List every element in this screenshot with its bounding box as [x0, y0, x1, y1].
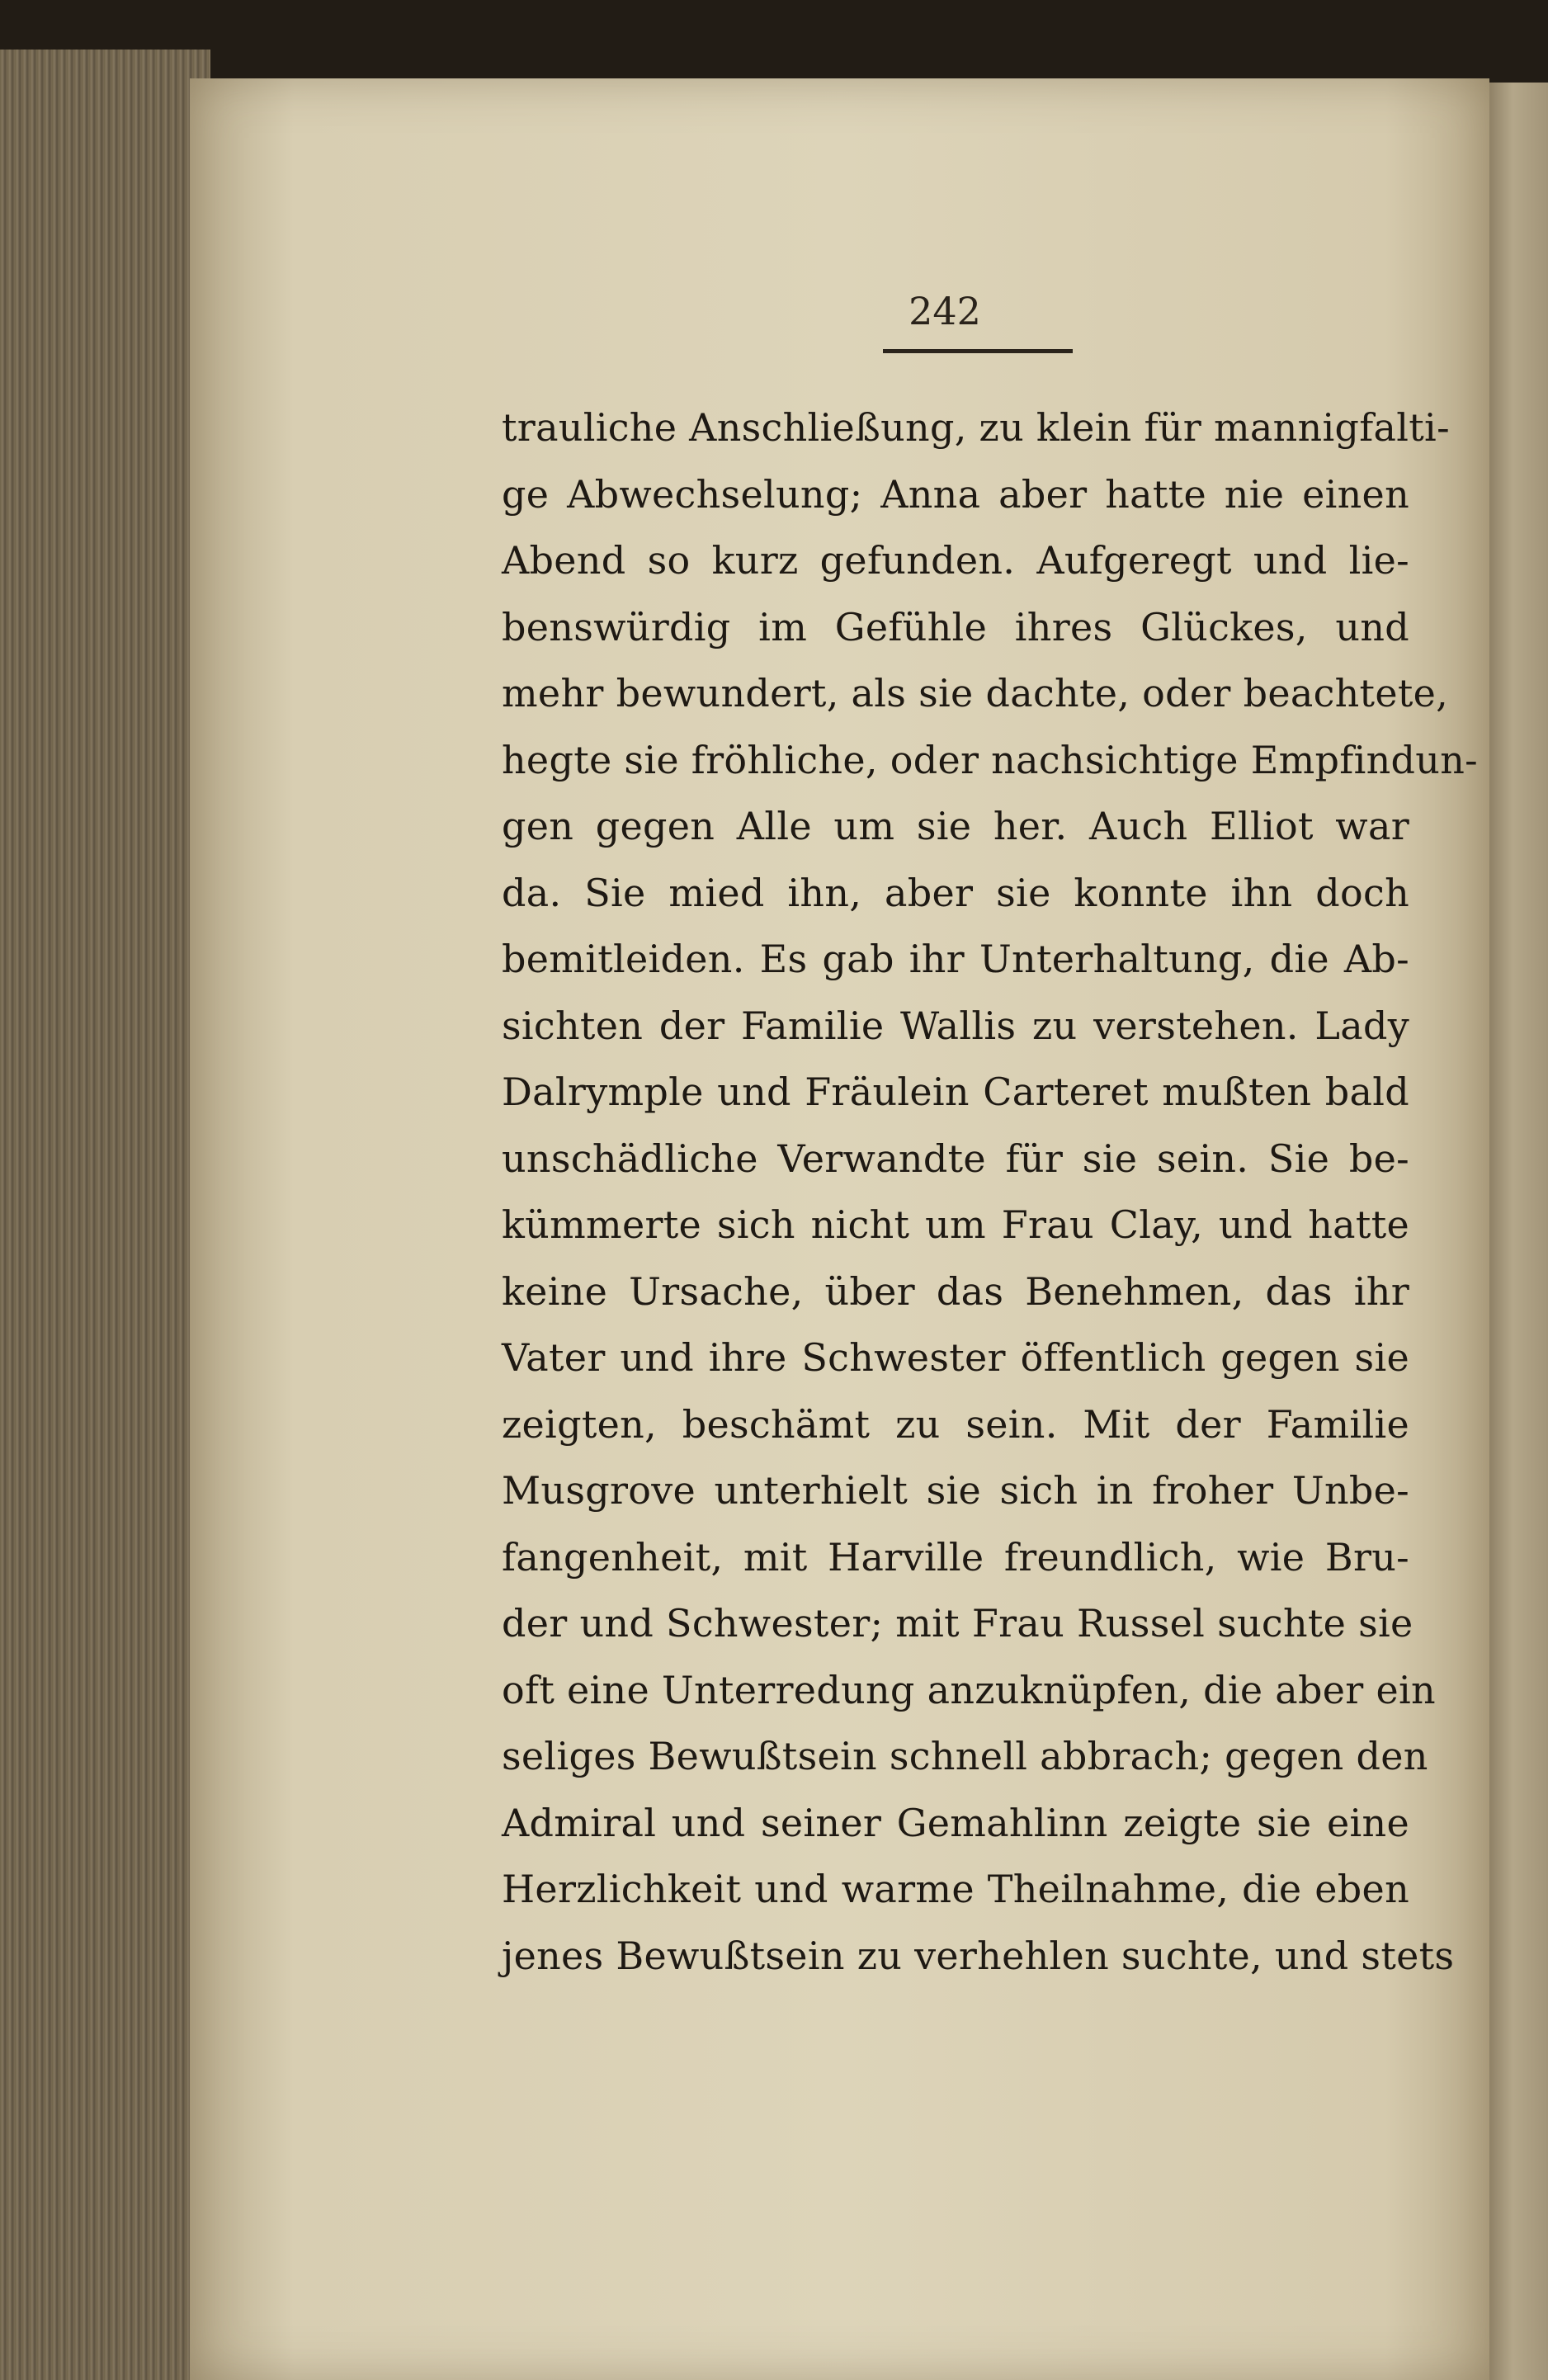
text-line: oft eine Unterredung anzuknüpfen, die aber ein	[502, 1667, 1436, 1712]
text-line: seliges Bewußtsein schnell abbrach; gegen den	[502, 1734, 1428, 1778]
text-line: jenes Bewußtsein zu verhehlen suchte, und stets	[502, 1933, 1455, 1978]
text-line: benswürdig im Gefühle ihres Glückes, und	[502, 604, 1409, 649]
page-number: 242	[909, 289, 981, 333]
text-line: Dalrymple und Fräulein Carteret mußten bald	[502, 1070, 1409, 1114]
text-line: bemitleiden. Es gab ihr Unterhaltung, die Ab-	[502, 937, 1409, 981]
text-line: Abend so kurz gefunden. Aufgeregt und lie-	[502, 538, 1409, 583]
header-rule	[883, 349, 1073, 353]
text-line: Admiral und seiner Gemahlinn zeigte sie eine	[502, 1800, 1409, 1845]
text-line: Herzlichkeit und warme Theilnahme, die eben	[502, 1867, 1409, 1911]
book-fore-edge	[0, 50, 210, 2380]
text-line: unschädliche Verwandte für sie sein. Sie be-	[502, 1136, 1409, 1181]
facing-page-edge	[1489, 83, 1548, 2380]
text-line: gen gegen Alle um sie her. Auch Elliot war	[502, 804, 1409, 848]
text-line: fangenheit, mit Harville freundlich, wie Bru-	[502, 1534, 1409, 1580]
text-line: trauliche Anschließung, zu klein für mannigfalti-	[502, 405, 1450, 450]
text-line: der und Schwester; mit Frau Russel suchte sie	[502, 1601, 1413, 1646]
text-line: sichten der Familie Wallis zu verstehen. Lady	[502, 1003, 1409, 1048]
text-line: Musgrove unterhielt sie sich in froher Unbe-	[502, 1468, 1409, 1513]
text-line: zeigten, beschämt zu sein. Mit der Familie	[502, 1401, 1409, 1447]
text-line: ge Abwechselung; Anna aber hatte nie einen	[502, 471, 1409, 517]
text-line: Vater und ihre Schwester öffentlich gegen sie	[502, 1335, 1409, 1380]
text-line: mehr bewundert, als sie dachte, oder beachtete,	[502, 671, 1449, 715]
text-line: kümmerte sich nicht um Frau Clay, und hatte	[502, 1202, 1409, 1247]
text-line: keine Ursache, über das Benehmen, das ihr	[502, 1268, 1409, 1314]
text-line: hegte sie fröhliche, oder nachsichtige Empfindun-	[502, 737, 1478, 782]
text-line: da. Sie mied ihn, aber sie konnte ihn doch	[502, 870, 1409, 915]
body-text	[502, 394, 1478, 1989]
